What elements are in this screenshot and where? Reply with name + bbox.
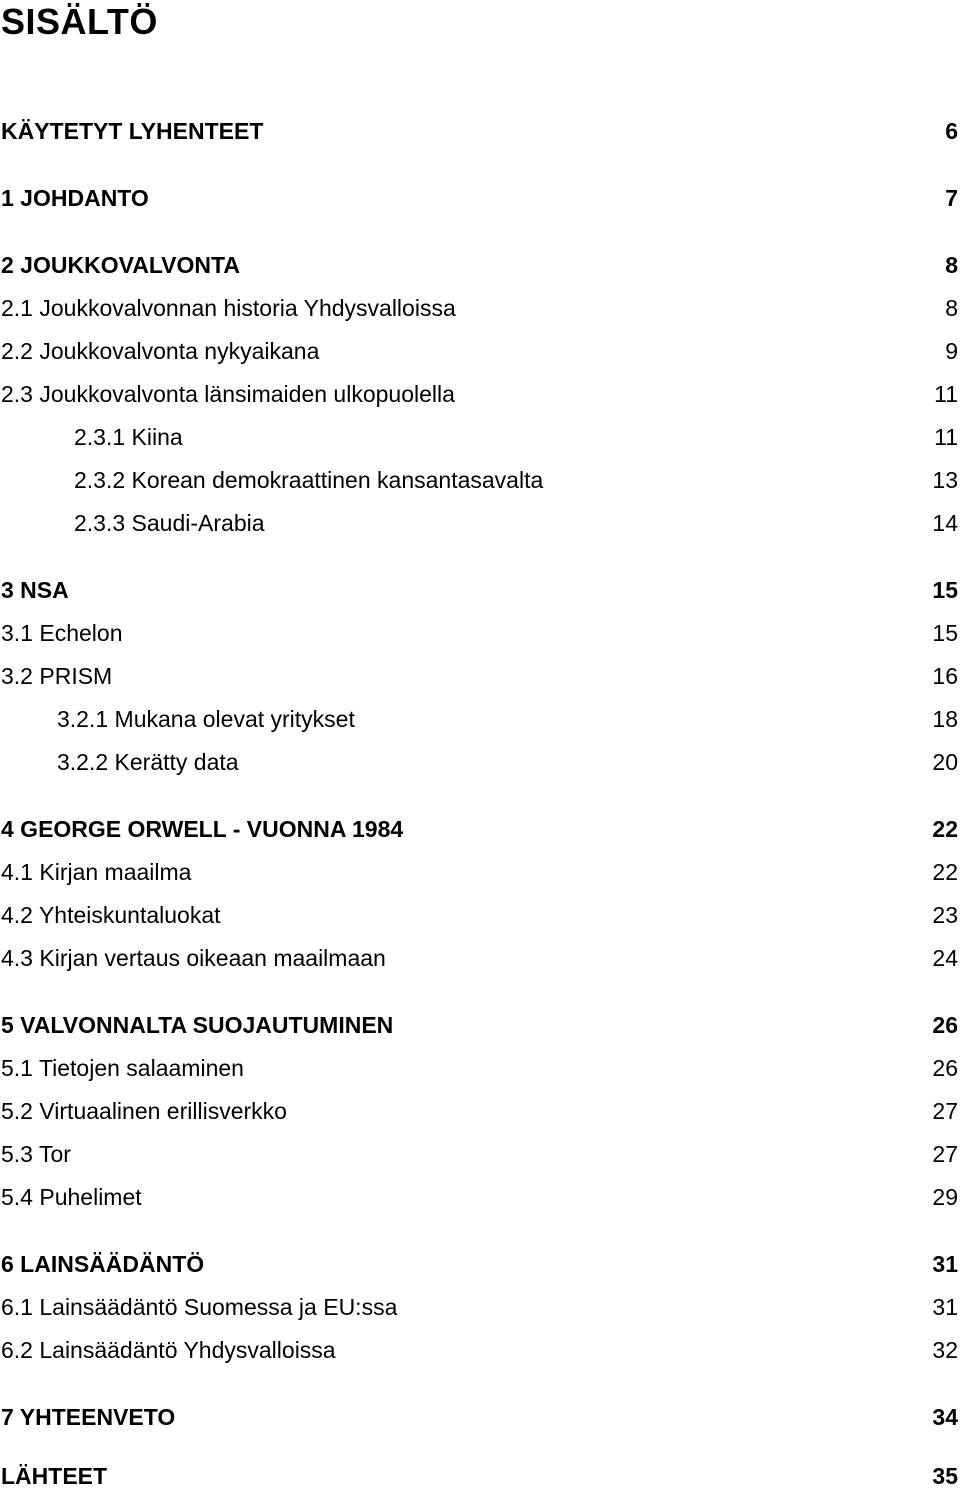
toc-entry-3-2-2[interactable] <box>0 746 960 778</box>
toc-entry-page: 8 <box>945 252 958 278</box>
toc-entry-3-1[interactable] <box>0 617 960 649</box>
toc-entry-page: 14 <box>932 510 958 536</box>
toc-entry-4-3[interactable] <box>0 942 960 974</box>
toc-entry-johdanto[interactable] <box>0 182 960 214</box>
toc-entry-page: 9 <box>945 338 958 364</box>
toc-entry-label: 2.1 Joukkovalvonnan historia Yhdysvalloissa <box>1 295 456 321</box>
toc-entry-2-3-3[interactable] <box>0 507 960 539</box>
toc-entry-label: 3.2.1 Mukana olevat yritykset <box>57 706 355 732</box>
toc-entry-lainsaadanto[interactable] <box>0 1248 960 1280</box>
toc-entry-5-4[interactable] <box>0 1181 960 1213</box>
toc-entry-yhteenveto[interactable] <box>0 1401 960 1433</box>
toc-entry-label: 4.1 Kirjan maailma <box>1 859 192 885</box>
toc-entry-page: 22 <box>932 816 958 842</box>
toc-entry-lahteet[interactable] <box>0 1460 960 1492</box>
toc-entry-page: 31 <box>932 1294 958 1320</box>
toc-entry-label: 2.2 Joukkovalvonta nykyaikana <box>1 338 320 364</box>
toc-entry-label: 6.2 Lainsäädäntö Yhdysvalloissa <box>1 1337 336 1363</box>
toc-entry-5-3[interactable] <box>0 1138 960 1170</box>
toc-entry-label: 6.1 Lainsäädäntö Suomessa ja EU:ssa <box>1 1294 398 1320</box>
toc-entry-page: 20 <box>932 749 958 775</box>
toc-entry-page: 13 <box>932 467 958 493</box>
toc-entry-2-3-2[interactable] <box>0 464 960 496</box>
toc-entry-page: 16 <box>932 663 958 689</box>
toc-entry-5-2[interactable] <box>0 1095 960 1127</box>
toc-entry-page: 22 <box>932 859 958 885</box>
toc-entry-page: 27 <box>932 1098 958 1124</box>
toc-entry-label: 2.3.2 Korean demokraattinen kansantasavalta <box>74 467 544 493</box>
toc-entry-label: 2.3.3 Saudi-Arabia <box>74 510 265 536</box>
toc-entry-2-2[interactable] <box>0 335 960 367</box>
toc-entry-joukkovalvonta[interactable] <box>0 249 960 281</box>
toc-entry-page: 26 <box>932 1055 958 1081</box>
toc-entry-page: 8 <box>945 295 958 321</box>
toc-entry-label: 2.3.1 Kiina <box>74 424 183 450</box>
toc-entry-page: 15 <box>932 577 958 603</box>
toc-entry-4-2[interactable] <box>0 899 960 931</box>
toc-entry-label: 5.3 Tor <box>1 1141 71 1167</box>
toc-entry-3-2-1[interactable] <box>0 703 960 735</box>
toc-entry-page: 18 <box>932 706 958 732</box>
toc-entry-label: 7 YHTEENVETO <box>1 1404 176 1430</box>
toc-entry-label: 3.1 Echelon <box>1 620 123 646</box>
toc-entry-2-1[interactable] <box>0 292 960 324</box>
toc-entry-page: 32 <box>932 1337 958 1363</box>
toc-entry-page: 15 <box>932 620 958 646</box>
toc-entry-label: 5.1 Tietojen salaaminen <box>1 1055 244 1081</box>
toc-entry-nsa[interactable] <box>0 574 960 606</box>
toc-entry-label: 3.2 PRISM <box>1 663 113 689</box>
toc-entry-page: 31 <box>932 1251 958 1277</box>
toc-entry-label: 4.2 Yhteiskuntaluokat <box>1 902 221 928</box>
toc-entry-label: KÄYTETYT LYHENTEET <box>1 118 264 144</box>
toc-entry-page: 11 <box>934 381 958 407</box>
toc-entry-page: 35 <box>932 1463 958 1489</box>
toc-entry-page: 11 <box>934 424 958 450</box>
toc-entry-label: 2.3 Joukkovalvonta länsimaiden ulkopuolella <box>1 381 455 407</box>
toc-entry-label: 3 NSA <box>1 577 69 603</box>
toc-entry-page: 7 <box>945 185 958 211</box>
toc-entry-label: 1 JOHDANTO <box>1 185 149 211</box>
toc-entry-label: 5.4 Puhelimet <box>1 1184 142 1210</box>
toc-entry-label: 4 GEORGE ORWELL - VUONNA 1984 <box>1 816 404 842</box>
toc-entry-3-2[interactable] <box>0 660 960 692</box>
toc-entry-label: 4.3 Kirjan vertaus oikeaan maailmaan <box>1 945 386 971</box>
toc-entry-label: 3.2.2 Kerätty data <box>57 749 239 775</box>
toc-entry-valvonnalta-suojautuminen[interactable] <box>0 1009 960 1041</box>
toc-entry-label: LÄHTEET <box>1 1463 108 1489</box>
toc-entry-page: 34 <box>932 1404 958 1430</box>
toc-entry-2-3-1[interactable] <box>0 421 960 453</box>
toc-entry-label: 5 VALVONNALTA SUOJAUTUMINEN <box>1 1012 394 1038</box>
toc-entry-6-2[interactable] <box>0 1334 960 1366</box>
toc-entry-page: 24 <box>932 945 958 971</box>
toc-entry-label: 6 LAINSÄÄDÄNTÖ <box>1 1251 205 1277</box>
toc-entry-george-orwell[interactable] <box>0 813 960 845</box>
page-title: SISÄLTÖ <box>1 1 158 42</box>
toc-entry-kaytetyt-lyhenteet[interactable] <box>0 115 960 147</box>
toc-entry-5-1[interactable] <box>0 1052 960 1084</box>
toc-entry-page: 29 <box>932 1184 958 1210</box>
toc-entry-page: 26 <box>932 1012 958 1038</box>
toc-entry-page: 6 <box>945 118 958 144</box>
toc-entry-label: 5.2 Virtuaalinen erillisverkko <box>1 1098 287 1124</box>
toc-entry-page: 27 <box>932 1141 958 1167</box>
toc-entry-label: 2 JOUKKOVALVONTA <box>1 252 240 278</box>
toc-entry-6-1[interactable] <box>0 1291 960 1323</box>
toc-entry-2-3[interactable] <box>0 378 960 410</box>
toc-entry-page: 23 <box>932 902 958 928</box>
toc-entry-4-1[interactable] <box>0 856 960 888</box>
